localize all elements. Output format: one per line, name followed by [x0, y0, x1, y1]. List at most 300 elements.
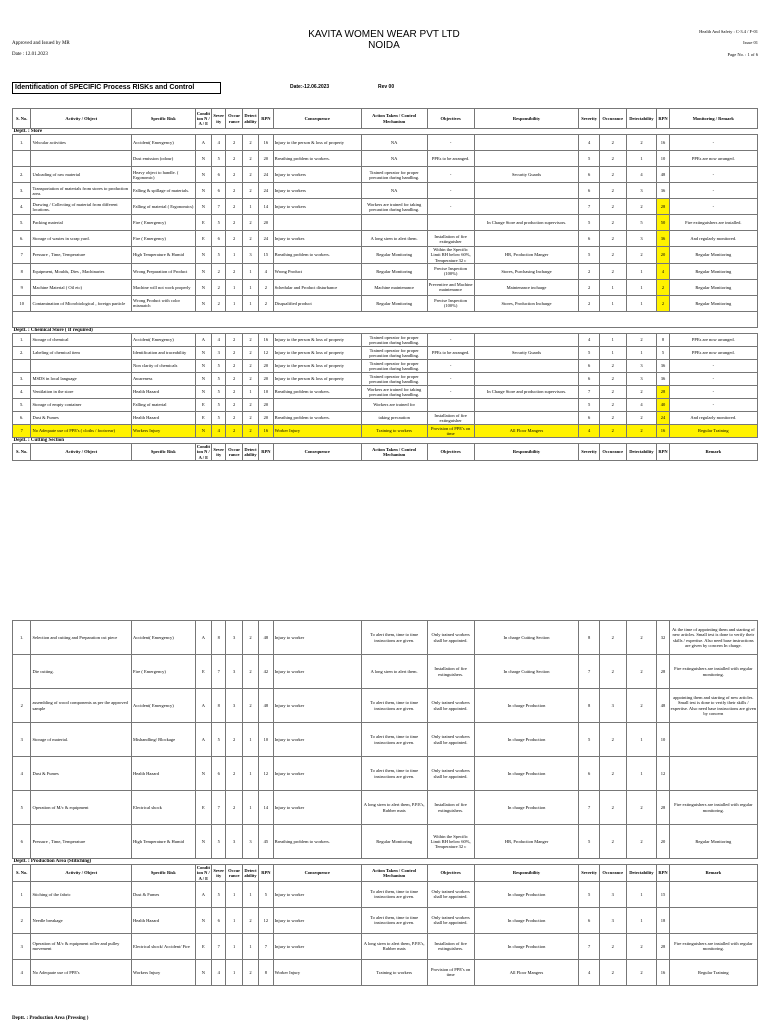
cell-s2: 6	[579, 907, 600, 933]
cell-s2: 5	[579, 881, 600, 907]
cell-o2: 2	[599, 933, 626, 959]
issue-date: Date : 12.01.2023	[12, 52, 48, 57]
column-header: Objectives	[427, 444, 474, 461]
column-header: Monitoring / Remark	[669, 109, 757, 129]
column-header: Severity	[212, 865, 226, 882]
cell-o: 3	[226, 689, 242, 723]
cell-cons: Injury to worker	[273, 689, 361, 723]
column-header: Consequence	[273, 444, 361, 461]
cell-s: 4	[212, 959, 226, 985]
column-header: Specific Risk	[132, 444, 196, 461]
cell-cons: Injury to worker	[273, 791, 361, 825]
column-header: Severity	[212, 109, 226, 129]
cell-o2: 2	[599, 373, 626, 386]
cell-o: 1	[226, 881, 242, 907]
cell-sn: 4.	[13, 199, 31, 215]
cell-cons: Breathing problem to workers.	[273, 151, 361, 167]
cell-sn: 5.	[13, 399, 31, 412]
cell-s2: 4	[579, 959, 600, 985]
column-header: RPN	[657, 109, 669, 129]
column-header: RPN	[259, 865, 273, 882]
cell-s: 5	[212, 412, 226, 425]
cell-d: 2	[242, 347, 258, 360]
cell-o: 2	[226, 386, 242, 399]
cell-cond: A	[195, 334, 211, 347]
cell-rem: PPEs are now arranged.	[669, 151, 757, 167]
cell-o2: 1	[599, 295, 626, 311]
cell-d: 2	[242, 907, 258, 933]
cell-d: 2	[242, 959, 258, 985]
cell-act_taken: A long siren to alert them.	[361, 231, 427, 247]
cell-s2: 8	[579, 689, 600, 723]
cell-cond: N	[195, 757, 211, 791]
cell-rpn: 20	[259, 151, 273, 167]
cell-rpn: 16	[259, 135, 273, 151]
cell-rpn: 14	[259, 199, 273, 215]
cell-resp: Security Guards	[474, 167, 579, 183]
cell-cons: Breathing problem to workers.	[273, 825, 361, 859]
cell-act_taken: NA	[361, 135, 427, 151]
cell-o: 2	[226, 373, 242, 386]
cell-sn: 10	[13, 295, 31, 311]
cell-rem: Regular Monitoring	[669, 825, 757, 859]
cell-cond: A	[195, 723, 211, 757]
cell-rpn2: 32	[657, 621, 669, 655]
column-header: Consequence	[273, 109, 361, 129]
cell-cond: N	[195, 959, 211, 985]
cell-cons: Injury to the person & loss of property	[273, 347, 361, 360]
cell-s: 2	[212, 295, 226, 311]
cell-d2: 1	[626, 279, 657, 295]
table-row	[13, 215, 758, 231]
cell-risk: High Temperature & Humid	[132, 247, 196, 264]
column-header: RPN	[657, 444, 669, 461]
column-header: Severity	[579, 109, 600, 129]
cell-rem: Regular Monitoring	[669, 263, 757, 279]
cell-sn: 3.	[13, 183, 31, 199]
cell-d2: 1	[626, 757, 657, 791]
cell-sn: 6.	[13, 231, 31, 247]
cell-obj: Precise Inspection (100%)	[427, 295, 474, 311]
cell-resp: In charge Production	[474, 757, 579, 791]
cell-act_taken: Trained operator for proper precaution during handling.	[361, 334, 427, 347]
cell-sn: 4	[13, 757, 31, 791]
table-row	[13, 151, 758, 167]
column-header: Detectability	[242, 865, 258, 882]
cell-rem	[669, 881, 757, 907]
cell-cond: E	[195, 231, 211, 247]
table-row	[13, 373, 758, 386]
cell-resp: Security Guards	[474, 347, 579, 360]
cell-rpn2: 12	[657, 757, 669, 791]
cell-o2: 2	[599, 825, 626, 859]
cell-risk: Mishandling/ Blockage	[132, 723, 196, 757]
cell-s2: 6	[579, 167, 600, 183]
column-header: S. No.	[13, 109, 31, 129]
cell-d2: 5	[626, 215, 657, 231]
doc-number: Health And Safety : C-3.4 / F-01	[699, 29, 758, 34]
cell-o: 2	[226, 360, 242, 373]
cell-resp: Stores, Purchasing Incharge	[474, 263, 579, 279]
cell-resp: In charge Production	[474, 723, 579, 757]
cell-cond: N	[195, 295, 211, 311]
cell-d2: 3	[626, 183, 657, 199]
cell-act_taken: To alert them, time to time instructions are given.	[361, 881, 427, 907]
table-row	[13, 791, 758, 825]
column-header: RPN	[259, 109, 273, 129]
cell-s2: 7	[579, 199, 600, 215]
cell-d2: 1	[626, 151, 657, 167]
cell-s2: 8	[579, 621, 600, 655]
cell-cond: A	[195, 881, 211, 907]
cell-obj: PPEs to be arranged.	[427, 347, 474, 360]
table-row	[13, 399, 758, 412]
cell-rpn2: 36	[657, 360, 669, 373]
cell-rem: -	[669, 373, 757, 386]
column-header: Consequence	[273, 865, 361, 882]
cell-o2: 1	[599, 334, 626, 347]
cell-sn: 8	[13, 263, 31, 279]
column-header: Occurrance	[226, 444, 242, 461]
cell-d: 3	[242, 247, 258, 264]
cell-d: 2	[242, 412, 258, 425]
cell-cons: Breathing problem to workers.	[273, 386, 361, 399]
cell-resp: In charge Production	[474, 933, 579, 959]
cell-risk: Accident( Emergency)	[132, 621, 196, 655]
cell-d2: 2	[626, 135, 657, 151]
cell-obj: PPEs to be arranged.	[427, 151, 474, 167]
cell-o: 2	[226, 215, 242, 231]
cell-rpn2: 15	[657, 881, 669, 907]
cell-o: 2	[226, 334, 242, 347]
cell-s2: 5	[579, 215, 600, 231]
cell-obj	[427, 215, 474, 231]
cell-o: 2	[226, 425, 242, 438]
cell-rpn2: 28	[657, 933, 669, 959]
cell-o2: 2	[599, 959, 626, 985]
cell-rem: PPEs are now arranged.	[669, 347, 757, 360]
cell-risk: Health Hazard	[132, 757, 196, 791]
cell-o: 1	[226, 295, 242, 311]
cell-cons: Injury to worker.	[273, 231, 361, 247]
cell-risk: High Temperature & Humid	[132, 825, 196, 859]
table-row	[13, 183, 758, 199]
cell-act: Ventilation in the store	[31, 386, 132, 399]
cell-o2: 2	[599, 360, 626, 373]
cell-obj: Provision of PPE's on time	[427, 959, 474, 985]
cell-cond: A	[195, 135, 211, 151]
cell-d: 2	[242, 360, 258, 373]
table-row	[13, 621, 758, 655]
cell-resp: In Charge Store and production supervisors.	[474, 215, 579, 231]
cell-s2: 6	[579, 360, 600, 373]
cell-act_taken: Trained operator for proper precaution during handling.	[361, 347, 427, 360]
cell-cons: Injury to the person & loss of property	[273, 135, 361, 151]
cell-s: 4	[212, 425, 226, 438]
cell-risk: Awareness	[132, 373, 196, 386]
cell-resp	[474, 334, 579, 347]
cell-act: Labeling of chemical item	[31, 347, 132, 360]
cell-cond: E	[195, 933, 211, 959]
cell-d2: 2	[626, 247, 657, 264]
cell-rpn: 4	[259, 263, 273, 279]
cell-d: 1	[242, 263, 258, 279]
column-header: Occurance	[599, 865, 626, 882]
cell-resp	[474, 135, 579, 151]
cell-o: 1	[226, 959, 242, 985]
cell-act_taken: A long siren to alert them, P.P.E's, Rubber mats	[361, 791, 427, 825]
cell-rpn: 20	[259, 215, 273, 231]
cell-d2: 4	[626, 399, 657, 412]
cell-rpn2: 10	[657, 151, 669, 167]
cell-o: 2	[226, 347, 242, 360]
cell-d: 1	[242, 386, 258, 399]
cell-resp	[474, 231, 579, 247]
cell-s2: 2	[579, 279, 600, 295]
cell-cond: N	[195, 247, 211, 264]
cell-o: 2	[226, 183, 242, 199]
cell-act: Needle breakage	[31, 907, 132, 933]
cell-d: 1	[242, 279, 258, 295]
column-header: Responsibility	[474, 865, 579, 882]
cell-o2: 2	[599, 215, 626, 231]
cell-rem: Fire extinguishers are installed.	[669, 215, 757, 231]
cell-cons: Injury to worker	[273, 907, 361, 933]
cell-obj: Within the Specific Limit RH below 60%, Temperature 32 c	[427, 825, 474, 859]
cell-s: 2	[212, 279, 226, 295]
cell-act: Dust & Fumes	[31, 412, 132, 425]
cell-rpn2: 8	[657, 334, 669, 347]
table-row	[13, 247, 758, 264]
column-header: Action Taken / Control Mechanism	[361, 444, 427, 461]
cell-act	[31, 151, 132, 167]
cell-sn: 1	[13, 881, 31, 907]
cell-sn: 6	[13, 825, 31, 859]
cell-cond: N	[195, 263, 211, 279]
cell-d2: 2	[626, 425, 657, 438]
cell-resp: In charge Production	[474, 907, 579, 933]
column-header: Specific Risk	[132, 109, 196, 129]
cell-act: assembling of wood components as per the approved sample	[31, 689, 132, 723]
column-header: Severity	[579, 865, 600, 882]
cell-s2: 5	[579, 151, 600, 167]
cell-resp: In charge Cutting Section	[474, 655, 579, 689]
cell-d: 2	[242, 151, 258, 167]
cell-risk: Falling of material ( Ergonomics)	[132, 199, 196, 215]
column-header: Detectability	[626, 865, 657, 882]
risk-table-bottom	[12, 620, 758, 986]
cell-d: 1	[242, 881, 258, 907]
column-header: Responsibility	[474, 109, 579, 129]
cell-rpn2: 28	[657, 199, 669, 215]
cell-act: Die cutting.	[31, 655, 132, 689]
cell-o: 2	[226, 263, 242, 279]
cell-resp: Maintenance incharge	[474, 279, 579, 295]
section-label: Deptt. : Chemical Store ( If required)	[13, 327, 758, 333]
cell-rpn: 24	[259, 183, 273, 199]
cell-d2: 1	[626, 295, 657, 311]
cell-s2: 7	[579, 655, 600, 689]
cell-act_taken: Regular Monitoring	[361, 263, 427, 279]
cell-act: Storage of empty container	[31, 399, 132, 412]
cell-rpn: 20	[259, 412, 273, 425]
cell-risk: Electrical shock/ Accident/ Fire	[132, 933, 196, 959]
cell-s: 6	[212, 167, 226, 183]
cell-o: 2	[226, 723, 242, 757]
column-header: Condition N / A / E	[195, 109, 211, 129]
cell-s: 7	[212, 199, 226, 215]
cell-rpn2: 28	[657, 791, 669, 825]
cell-s: 8	[212, 689, 226, 723]
cell-cond: N	[195, 360, 211, 373]
column-header: Specific Risk	[132, 865, 196, 882]
cell-obj: Only trained workers shall be appointed.	[427, 881, 474, 907]
cell-act: No Adequate use of PPE's	[31, 959, 132, 985]
cell-o2: 3	[599, 689, 626, 723]
document-title: Identification of SPECIFIC Process RISKs and Control	[12, 82, 221, 94]
cell-act: Storage of wastes in scrap yard.	[31, 231, 132, 247]
cell-d2: 1	[626, 723, 657, 757]
cell-cons: Schedular and Product disturbance	[273, 279, 361, 295]
cell-cond: A	[195, 621, 211, 655]
cell-sn	[13, 360, 31, 373]
cell-s: 6	[212, 183, 226, 199]
cell-rem: PPEs are now arranged.	[669, 334, 757, 347]
cell-act_taken: Trained operator for proper precaution during handling.	[361, 373, 427, 386]
cell-o: 2	[226, 135, 242, 151]
cell-risk: Health Hazard	[132, 907, 196, 933]
cell-o2: 2	[599, 723, 626, 757]
cell-rem: Regular Training	[669, 959, 757, 985]
column-header: Occurrance	[226, 109, 242, 129]
cell-o2: 3	[599, 881, 626, 907]
cell-d2: 2	[626, 621, 657, 655]
issue-number: Issue 01	[743, 40, 758, 45]
cell-cons: Injury to worker	[273, 881, 361, 907]
cell-act_taken: To alert them, time to time instructions are given.	[361, 621, 427, 655]
table-header-row	[13, 444, 758, 461]
cell-d: 2	[242, 215, 258, 231]
cell-resp: All Floor Mangers	[474, 425, 579, 438]
cell-obj: -	[427, 199, 474, 215]
cell-s: 6	[212, 757, 226, 791]
cell-rpn2: 20	[657, 825, 669, 859]
column-header: RPN	[259, 444, 273, 461]
cell-cons: Worker Injury	[273, 959, 361, 985]
cell-risk: Dust emission (odour)	[132, 151, 196, 167]
table-row	[13, 295, 758, 311]
cell-cond: N	[195, 183, 211, 199]
cell-act_taken: A long siren to alert them.	[361, 655, 427, 689]
cell-o2: 2	[599, 791, 626, 825]
cell-d: 2	[242, 334, 258, 347]
cell-d2: 2	[626, 825, 657, 859]
table-row	[13, 825, 758, 859]
cell-rpn2: 40	[657, 399, 669, 412]
cell-cond: N	[195, 167, 211, 183]
cell-risk: Non clarity of chemicals	[132, 360, 196, 373]
cell-d2: 3	[626, 373, 657, 386]
cell-rem: Fire extinguishers are installed with regular monitoring.	[669, 791, 757, 825]
table-row	[13, 167, 758, 183]
cell-s2: 5	[579, 723, 600, 757]
cell-d: 2	[242, 183, 258, 199]
cell-sn: 2.	[13, 167, 31, 183]
cell-s2: 5	[579, 825, 600, 859]
column-header: Objectives	[427, 109, 474, 129]
cell-d2: 3	[626, 231, 657, 247]
cell-risk: Machine will not work properly	[132, 279, 196, 295]
table-row	[13, 689, 758, 723]
cell-d2: 1	[626, 347, 657, 360]
cell-cons	[273, 399, 361, 412]
cell-d: 1	[242, 199, 258, 215]
cell-cons: Breathing problem to workers.	[273, 412, 361, 425]
cell-s2: 7	[579, 791, 600, 825]
table-row	[13, 412, 758, 425]
cell-o2: 2	[599, 183, 626, 199]
section-label: Deptt. : Production Area (Stitiching)	[13, 859, 758, 865]
cell-resp: In charge Production	[474, 689, 579, 723]
cell-rpn2: 16	[657, 135, 669, 151]
cell-s: 5	[212, 373, 226, 386]
cell-act: No Adequate use of PPE's ( cloths / footwear)	[31, 425, 132, 438]
cell-act_taken: Training to workers	[361, 959, 427, 985]
cell-rem: Regular Monitoring	[669, 295, 757, 311]
cell-rpn2: 48	[657, 167, 669, 183]
document-date: Date:-12.06.2023	[290, 84, 330, 90]
cell-act_taken: To alert them, time to time instructions are given.	[361, 757, 427, 791]
cell-d2: 2	[626, 386, 657, 399]
approved-by: Approved and Issued by MR	[12, 41, 70, 46]
cell-d: 2	[242, 655, 258, 689]
table-row	[13, 386, 758, 399]
column-header: Detectability	[626, 444, 657, 461]
cell-o2: 3	[599, 907, 626, 933]
cell-s: 5	[212, 215, 226, 231]
cell-act: Storage of chemical	[31, 334, 132, 347]
cell-sn: 9	[13, 279, 31, 295]
cell-d2: 2	[626, 959, 657, 985]
cell-s: 5	[212, 723, 226, 757]
cell-o: 1	[226, 907, 242, 933]
cell-s: 7	[212, 791, 226, 825]
cell-act_taken: Trained operator for proper precaution during handling.	[361, 167, 427, 183]
cell-resp	[474, 199, 579, 215]
cell-s2: 4	[579, 135, 600, 151]
cell-obj: Only trained workers shall be appointed.	[427, 757, 474, 791]
cell-resp	[474, 399, 579, 412]
cell-s: 3	[212, 347, 226, 360]
cell-cond: E	[195, 655, 211, 689]
cell-act: Pressure , Time, Temperature	[31, 825, 132, 859]
cell-d2: 2	[626, 334, 657, 347]
cell-rem: Fire extinguishers are installed with regular monitoring.	[669, 933, 757, 959]
cell-act: Storage of material.	[31, 723, 132, 757]
cell-risk: Identification and traceability	[132, 347, 196, 360]
cell-rpn: 45	[259, 825, 273, 859]
cell-obj: Installation of fire extinguisher	[427, 412, 474, 425]
cell-rpn: 16	[259, 334, 273, 347]
cell-cons: Disqualified product	[273, 295, 361, 311]
cell-rem: appointing them and starting of new articles. Small test is done to verify their skills / expertise. Also need base instructions are given by concern	[669, 689, 757, 723]
cell-d: 2	[242, 689, 258, 723]
cell-risk: Workers Injury	[132, 959, 196, 985]
cell-s2: 7	[579, 386, 600, 399]
cell-obj: -	[427, 183, 474, 199]
cell-rem	[669, 757, 757, 791]
cell-rpn: 10	[259, 723, 273, 757]
